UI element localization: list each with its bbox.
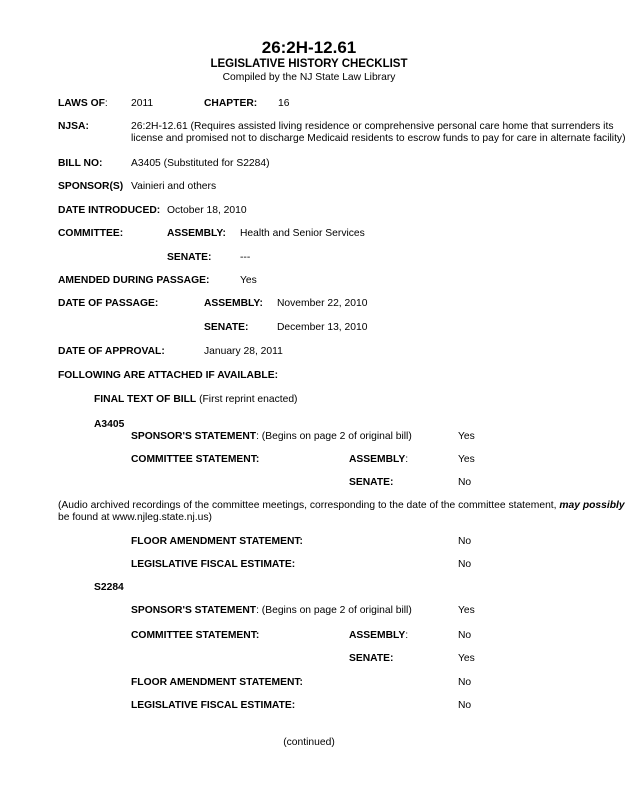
sponsors-label: SPONSOR(S) [58,181,124,192]
a3405-floor-label: FLOOR AMENDMENT STATEMENT: [131,536,303,547]
a3405-sponsor-statement: SPONSOR'S STATEMENT: (Begins on page 2 of original bill) [131,431,412,442]
date-of-approval-label: DATE OF APPROVAL: [58,346,165,357]
a3405-heading: A3405 [94,419,125,430]
committee-assembly-label: ASSEMBLY: [167,228,226,239]
s2284-floor-value: No [458,677,472,688]
s2284-committee-label: COMMITTEE STATEMENT: [131,630,260,641]
a3405-committee-label: COMMITTEE STATEMENT: [131,454,260,465]
njsa-line-1: 26:2H-12.61 (Requires assisted living residence or comprehensive personal care home that surrenders its [131,121,614,132]
a3405-senate-value: No [458,477,472,488]
bill-no-label: BILL NO: [58,158,103,169]
a3405-sponsor-value: Yes [458,431,475,442]
committee-senate-value: --- [240,252,251,263]
amended-label: AMENDED DURING PASSAGE: [58,275,210,286]
a3405-assembly-value: Yes [458,454,475,465]
passage-assembly-label: ASSEMBLY: [204,298,263,309]
date-introduced-label: DATE INTRODUCED: [58,205,161,216]
s2284-floor-label: FLOOR AMENDMENT STATEMENT: [131,677,303,688]
committee-assembly-value: Health and Senior Services [240,228,365,239]
s2284-senate-label: SENATE: [349,653,394,664]
passage-senate-value: December 13, 2010 [277,322,368,333]
page-subtitle: LEGISLATIVE HISTORY CHECKLIST [210,58,408,70]
s2284-sponsor-value: Yes [458,605,475,616]
amended-value: Yes [240,275,257,286]
s2284-assembly-label: ASSEMBLY: [349,630,409,641]
s2284-heading: S2284 [94,582,124,593]
date-introduced-value: October 18, 2010 [167,205,247,216]
s2284-assembly-value: No [458,630,472,641]
a3405-senate-label: SENATE: [349,477,394,488]
date-of-passage-label: DATE OF PASSAGE: [58,298,159,309]
s2284-fiscal-label: LEGISLATIVE FISCAL ESTIMATE: [131,700,296,711]
continued-note: (continued) [283,737,335,748]
compiled-by: Compiled by the NJ State Law Library [222,72,396,83]
laws-of-label: LAWS OF: [58,98,108,109]
page-title: 26:2H-12.61 [261,38,357,57]
passage-senate-label: SENATE: [204,322,249,333]
a3405-fiscal-value: No [458,559,472,570]
sponsors-value: Vainieri and others [131,181,217,192]
laws-of-value: 2011 [131,98,154,109]
chapter-value: 16 [278,98,290,109]
s2284-sponsor-statement: SPONSOR'S STATEMENT: (Begins on page 2 of original bill) [131,605,412,616]
passage-assembly-value: November 22, 2010 [277,298,368,309]
date-of-approval-value: January 28, 2011 [204,346,283,357]
a3405-assembly-label: ASSEMBLY: [349,454,409,465]
njsa-label: NJSA: [58,121,89,132]
committee-senate-label: SENATE: [167,252,212,263]
a3405-floor-value: No [458,536,472,547]
audio-note-line-1: (Audio archived recordings of the committee meetings, corresponding to the date of the committee statement, may possibly [58,500,625,511]
chapter-label: CHAPTER: [204,98,258,109]
committee-label: COMMITTEE: [58,228,124,239]
s2284-senate-value: Yes [458,653,475,664]
final-text-of-bill: FINAL TEXT OF BILL (First reprint enacted) [94,394,298,405]
a3405-fiscal-label: LEGISLATIVE FISCAL ESTIMATE: [131,559,296,570]
following-label: FOLLOWING ARE ATTACHED IF AVAILABLE: [58,370,279,381]
audio-note-line-2: be found at www.njleg.state.nj.us) [58,512,212,523]
bill-no-value: A3405 (Substituted for S2284) [131,158,270,169]
s2284-fiscal-value: No [458,700,472,711]
njsa-line-2: license and promised not to discharge Medicaid residents to escrow funds to pay for care in alternate facility) [131,133,626,144]
